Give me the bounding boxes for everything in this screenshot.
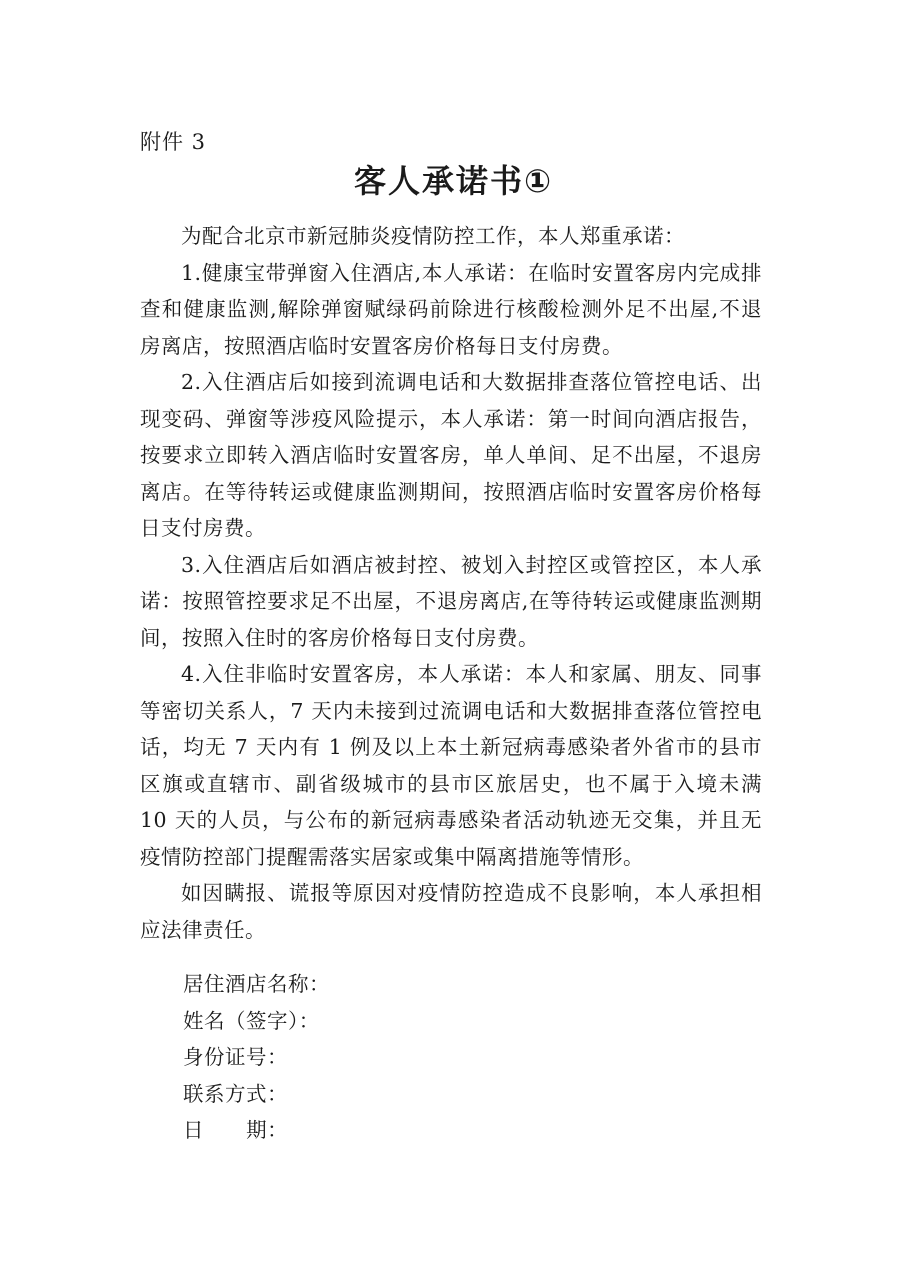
date-field: 日 期： (183, 1118, 289, 1142)
clause-3-paragraph: 3.入住酒店后如酒店被封控、被划入封控区或管控区，本人承诺：按照管控要求足不出屋，不退房离店,在等待转运或健康监测期间，按照入住时的客房价格每日支付房费。 (140, 552, 762, 650)
signature-fields (183, 966, 330, 1149)
clause-4-paragraph: 4.入住非临时安置客房，本人承诺：本人和家属、朋友、同事等密切关系人，7 天内未接到过流调电话和大数据排查落位管控电话，均无 7 天内有 1 例及以上本土新冠病毒感染者外省市的县市区旗或直辖市、副省级城市的县市区旅居史，也不属于入境未满 10 天的人员，与公布的新冠病毒感染者活动轨迹无交集，并且无疫情防控部门提醒需落实居家或集中隔离措施等情形。 (140, 662, 762, 869)
liability-paragraph: 如因瞒报、谎报等原因对疫情防控造成不良影响，本人承担相应法律责任。 (140, 881, 762, 942)
document-title: 客人承诺书① (353, 162, 554, 200)
intro-paragraph: 为配合北京市新冠肺炎疫情防控工作，本人郑重承诺： (181, 224, 685, 248)
clause-1-paragraph: 1.健康宝带弹窗入住酒店,本人承诺：在临时安置客房内完成排查和健康监测,解除弹窗赋绿码前除进行核酸检测外足不出屋,不退房离店，按照酒店临时安置客房价格每日支付房费。 (140, 260, 762, 358)
clause-2-paragraph: 2.入住酒店后如接到流调电话和大数据排查落位管控电话、出现变码、弹窗等涉疫风险提示，本人承诺：第一时间向酒店报告，按要求立即转入酒店临时安置客房，单人单间、足不出屋，不退房离店。在等待转运或健康监测期间，按照酒店临时安置客房价格每日支付房费。 (140, 370, 762, 540)
commitment-body (140, 218, 762, 948)
name-signature-field: 姓名（签字）： (183, 1008, 320, 1033)
contact-field: 联系方式： (183, 1081, 288, 1106)
attachment-label: 附件 3 (140, 130, 207, 154)
id-number-field: 身份证号： (183, 1045, 288, 1069)
hotel-name-field: 居住酒店名称： (183, 972, 330, 996)
